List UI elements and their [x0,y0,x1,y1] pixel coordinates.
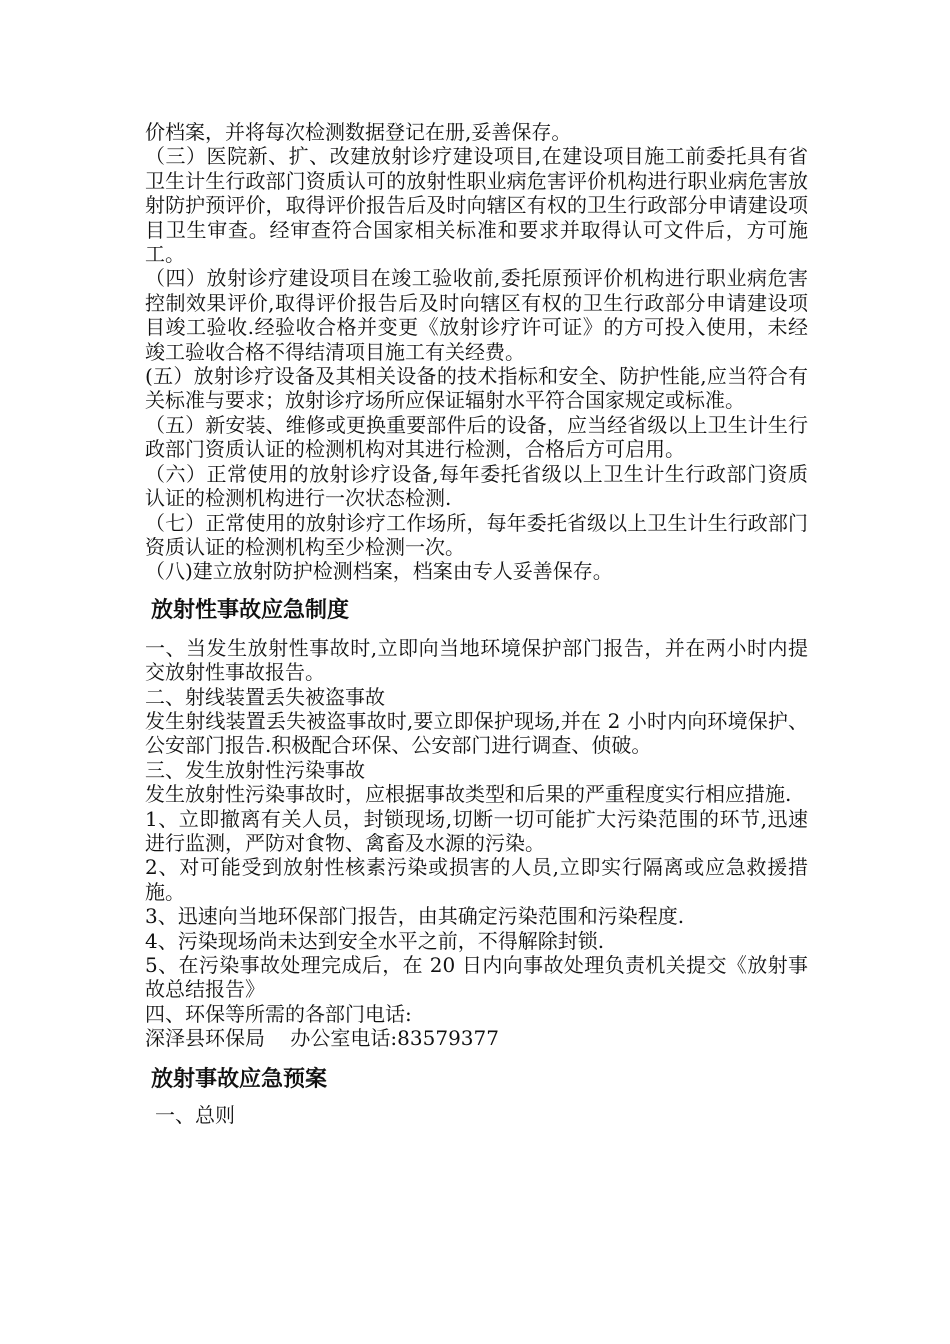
paragraph: 四、环保等所需的各部门电话: [145,1001,412,1026]
paragraph: （四）放射诊疗建设项目在竣工验收前,委托原预评价机构进行职业病危害控制效果评价,取得评价报告后及时向辖区有权的卫生行政部分申请建设项目竣工验收.经验收合格并变更《放射诊疗许可证》的方可投入使用，未经竣工验收合格不得结清项目施工有关经费。 [145,266,808,364]
paragraph: 一、当发生放射性事故时,立即向当地环境保护部门报告，并在两小时内提交放射性事故报告。 [145,635,808,685]
paragraph: 2、对可能受到放射性核素污染或损害的人员,立即实行隔离或应急救援措施。 [145,855,808,904]
paragraph: 4、污染现场尚未达到安全水平之前，不得解除封锁. [145,928,605,953]
paragraph: 3、迅速向当地环保部门报告，由其确定污染范围和污染程度. [145,904,685,929]
paragraph: （六）正常使用的放射诊疗设备,每年委托省级以上卫生计生行政部门资质认证的检测机构进行一次状态检测. [145,461,808,511]
paragraph: 5、在污染事故处理完成后，在 20 日内向事故处理负责机关提交《放射事故总结报告》 [145,953,808,1002]
paragraph: 一、总则 [155,1102,235,1127]
section-emergency-plan [145,1103,808,1127]
paragraph: 三、发生放射性污染事故 [145,757,365,782]
paragraph: 发生放射性污染事故时，应根据事故类型和后果的严重程度实行相应措施. [145,782,792,807]
paragraph: 价档案，并将每次检测数据登记在册,妥善保存。 [145,120,572,144]
paragraph: 二、射线装置丢失被盗事故 [145,684,385,709]
paragraph: （七）正常使用的放射诊疗工作场所，每年委托省级以上卫生计生行政部门资质认证的检测机构至少检测一次。 [145,510,808,559]
section-testing-rules [145,120,808,584]
section-accident-system [145,636,808,1051]
section-heading-accident-system: 放射性事故应急制度 [151,597,350,623]
section-heading-emergency-plan: 放射事故应急预案 [151,1066,328,1092]
paragraph: 发生射线装置丢失被盗事故时,要立即保护现场,并在 2 小时内向环境保护、公安部门报告.积极配合环保、公安部门进行调查、侦破。 [145,708,808,758]
contact-phone-line: 深泽县环保局 办公室电话:83579377 [145,1026,499,1051]
document-page [145,120,808,1127]
paragraph: (五）放射诊疗设备及其相关设备的技术指标和安全、防护性能,应当符合有关标准与要求；放射诊疗场所应保证辐射水平符合国家规定或标准。 [145,364,808,413]
paragraph: 1、立即撤离有关人员，封锁现场,切断一切可能扩大污染范围的环节,迅速进行监测，严防对食物、禽畜及水源的污染。 [145,806,808,855]
paragraph: （八)建立放射防护检测档案，档案由专人妥善保存。 [145,559,613,584]
paragraph: （五）新安装、维修或更换重要部件后的设备，应当经省级以上卫生计生行政部门资质认证的检测机构对其进行检测，合格后方可启用。 [145,412,808,462]
paragraph: （三）医院新、扩、改建放射诊疗建设项目,在建设项目施工前委托具有省卫生计生行政部门资质认可的放射性职业病危害评价机构进行职业病危害放射防护预评价，取得评价报告后及时向辖区有权的卫生行政部分申请建设项目卫生审查。经审查符合国家相关标准和要求并取得认可文件后，方可施工。 [145,144,808,267]
